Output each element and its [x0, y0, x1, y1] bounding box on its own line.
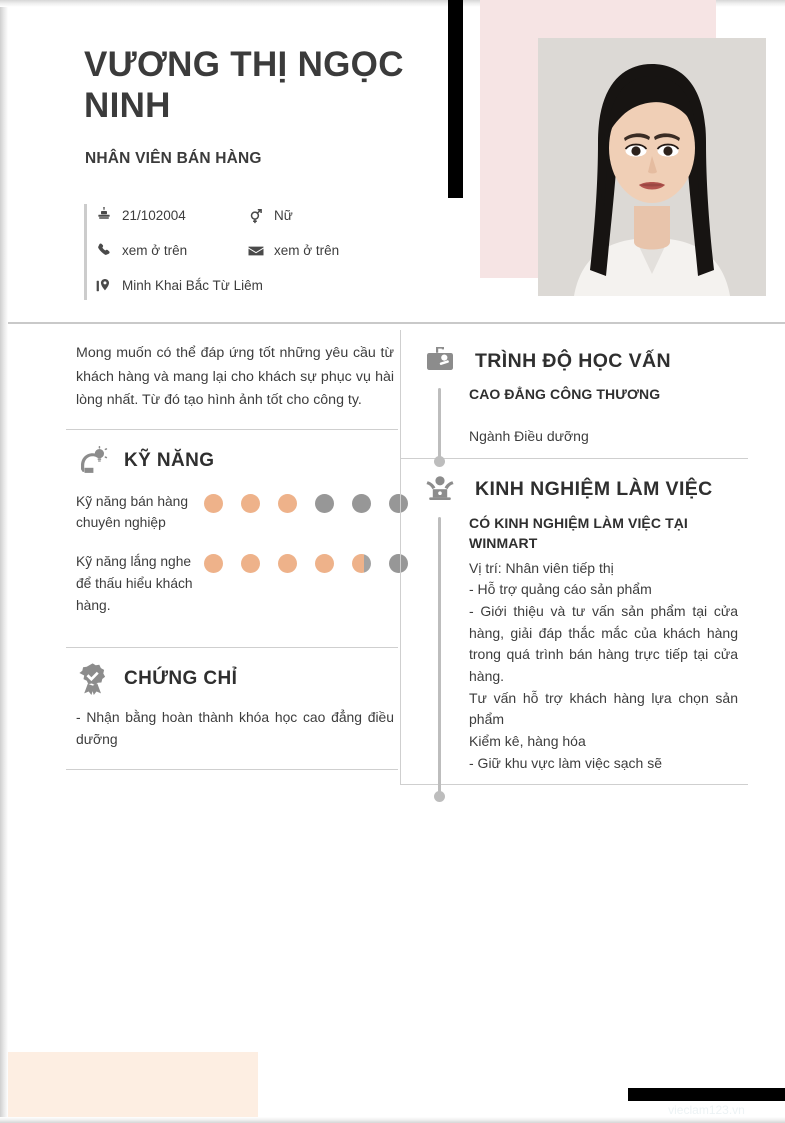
watermark: vieclam123.vn [668, 1103, 745, 1117]
left-column [66, 330, 398, 770]
timeline-line [438, 388, 441, 462]
contact-value: Minh Khai Bắc Từ Liêm [122, 278, 263, 293]
location-icon [95, 277, 113, 295]
experience-company: CÓ KINH NGHIỆM LÀM VIỆC TẠI WINMART [469, 514, 688, 552]
rating-dot [315, 494, 334, 513]
cv-header [0, 0, 785, 322]
contact-value: xem ở trên [274, 243, 340, 258]
candidate-job-title: NHÂN VIÊN BÁN HÀNG [85, 150, 262, 167]
certificate-section [66, 648, 398, 769]
contact-value: xem ở trên [122, 243, 188, 258]
experience-duty: Kiểm kê, hàng hóa [469, 733, 586, 750]
contact-row [95, 198, 425, 233]
rating-dot [352, 494, 371, 513]
experience-section [401, 459, 748, 784]
education-timeline [401, 384, 748, 458]
education-heading [401, 330, 748, 384]
contact-row [95, 233, 425, 268]
education-major: Ngành Điều dưỡng [469, 428, 589, 445]
rating-dot [315, 554, 334, 573]
rating-dot [204, 494, 223, 513]
birthday-cake-icon [95, 207, 113, 225]
candidate-photo [538, 38, 766, 296]
timeline-dot [434, 791, 445, 802]
timeline-line [438, 517, 441, 797]
award-badge-icon [76, 662, 110, 696]
experience-duty: - Giới thiệu và tư vấn sản phẩm tại cửa hàng, giải đáp thắc mắc của khách hàng trong quá trình bán hàng trực tiếp tại cửa hàng. [469, 602, 738, 685]
section-divider [401, 784, 748, 785]
skills-section [66, 430, 398, 647]
skill-rating-dots [204, 550, 408, 573]
section-divider [66, 769, 398, 770]
right-column [400, 330, 748, 785]
experience-entry [469, 513, 738, 774]
experience-heading [401, 459, 748, 513]
candidate-name: VƯƠNG THỊ NGỌC NINH [84, 45, 404, 126]
footer-black-block [628, 1088, 785, 1101]
skill-item [76, 490, 396, 535]
experience-duty: - Hỗ trợ quảng cáo sản phẩm [469, 581, 652, 598]
skills-heading [66, 430, 398, 484]
education-entry [469, 384, 738, 448]
person-desk-icon [423, 473, 457, 507]
rating-dot [278, 554, 297, 573]
certificate-title: CHỨNG CHỈ [124, 667, 238, 689]
page-edge-bottom [0, 1117, 785, 1123]
certificate-heading [66, 648, 398, 702]
phone-icon [95, 242, 113, 260]
education-section [401, 330, 748, 458]
contact-item-phone [95, 242, 247, 260]
summary-section [66, 330, 398, 429]
briefcase-icon [423, 344, 457, 378]
summary-text: Mong muốn có thể đáp ứng tốt những yêu cầu từ khách hàng và mang lại cho khách sự phục vụ hài lòng nhất. Từ đó tạo hình ảnh tốt cho công ty. [76, 345, 394, 409]
contact-item-email [247, 242, 339, 260]
experience-duty: - Giữ khu vực làm việc sạch sẽ [469, 754, 663, 771]
skill-label: Kỹ năng lắng nghe để thấu hiểu khách hàng. [76, 554, 193, 613]
experience-position: Vị trí: Nhân viên tiếp thị [469, 559, 614, 576]
contact-item-gender [247, 207, 293, 225]
education-title: TRÌNH ĐỘ HỌC VẤN [475, 349, 671, 372]
rating-dot [204, 554, 223, 573]
skills-list [66, 484, 398, 647]
rating-dot [278, 494, 297, 513]
experience-timeline [401, 513, 748, 784]
skill-label: Kỹ năng bán hàng chuyên nghiệp [76, 493, 189, 531]
header-divider [8, 322, 785, 324]
skills-title: KỸ NĂNG [124, 449, 215, 471]
contact-item-birthday [95, 207, 247, 225]
rating-dot [352, 554, 371, 573]
contact-row [95, 268, 425, 303]
contact-value: 21/102004 [122, 208, 186, 223]
education-school: CAO ĐẲNG CÔNG THƯƠNG [469, 386, 661, 402]
email-icon [247, 242, 265, 260]
header-black-bar [448, 0, 463, 198]
head-lightbulb-icon [76, 444, 110, 478]
gender-icon [247, 207, 265, 225]
footer-peach-block [8, 1052, 258, 1117]
skill-rating-dots [204, 490, 408, 513]
experience-title: KINH NGHIỆM LÀM VIỆC [475, 478, 713, 501]
rating-dot [241, 494, 260, 513]
contact-accent-bar [84, 204, 87, 300]
contact-value: Nữ [274, 208, 293, 223]
experience-duty: Tư vấn hỗ trợ khách hàng lựa chọn sản phẩm [469, 689, 738, 728]
certificate-body: - Nhận bằng hoàn thành khóa học cao đẳng điều dưỡng [76, 708, 394, 748]
contact-item-address [95, 277, 263, 295]
skill-item [76, 550, 396, 616]
rating-dot [241, 554, 260, 573]
